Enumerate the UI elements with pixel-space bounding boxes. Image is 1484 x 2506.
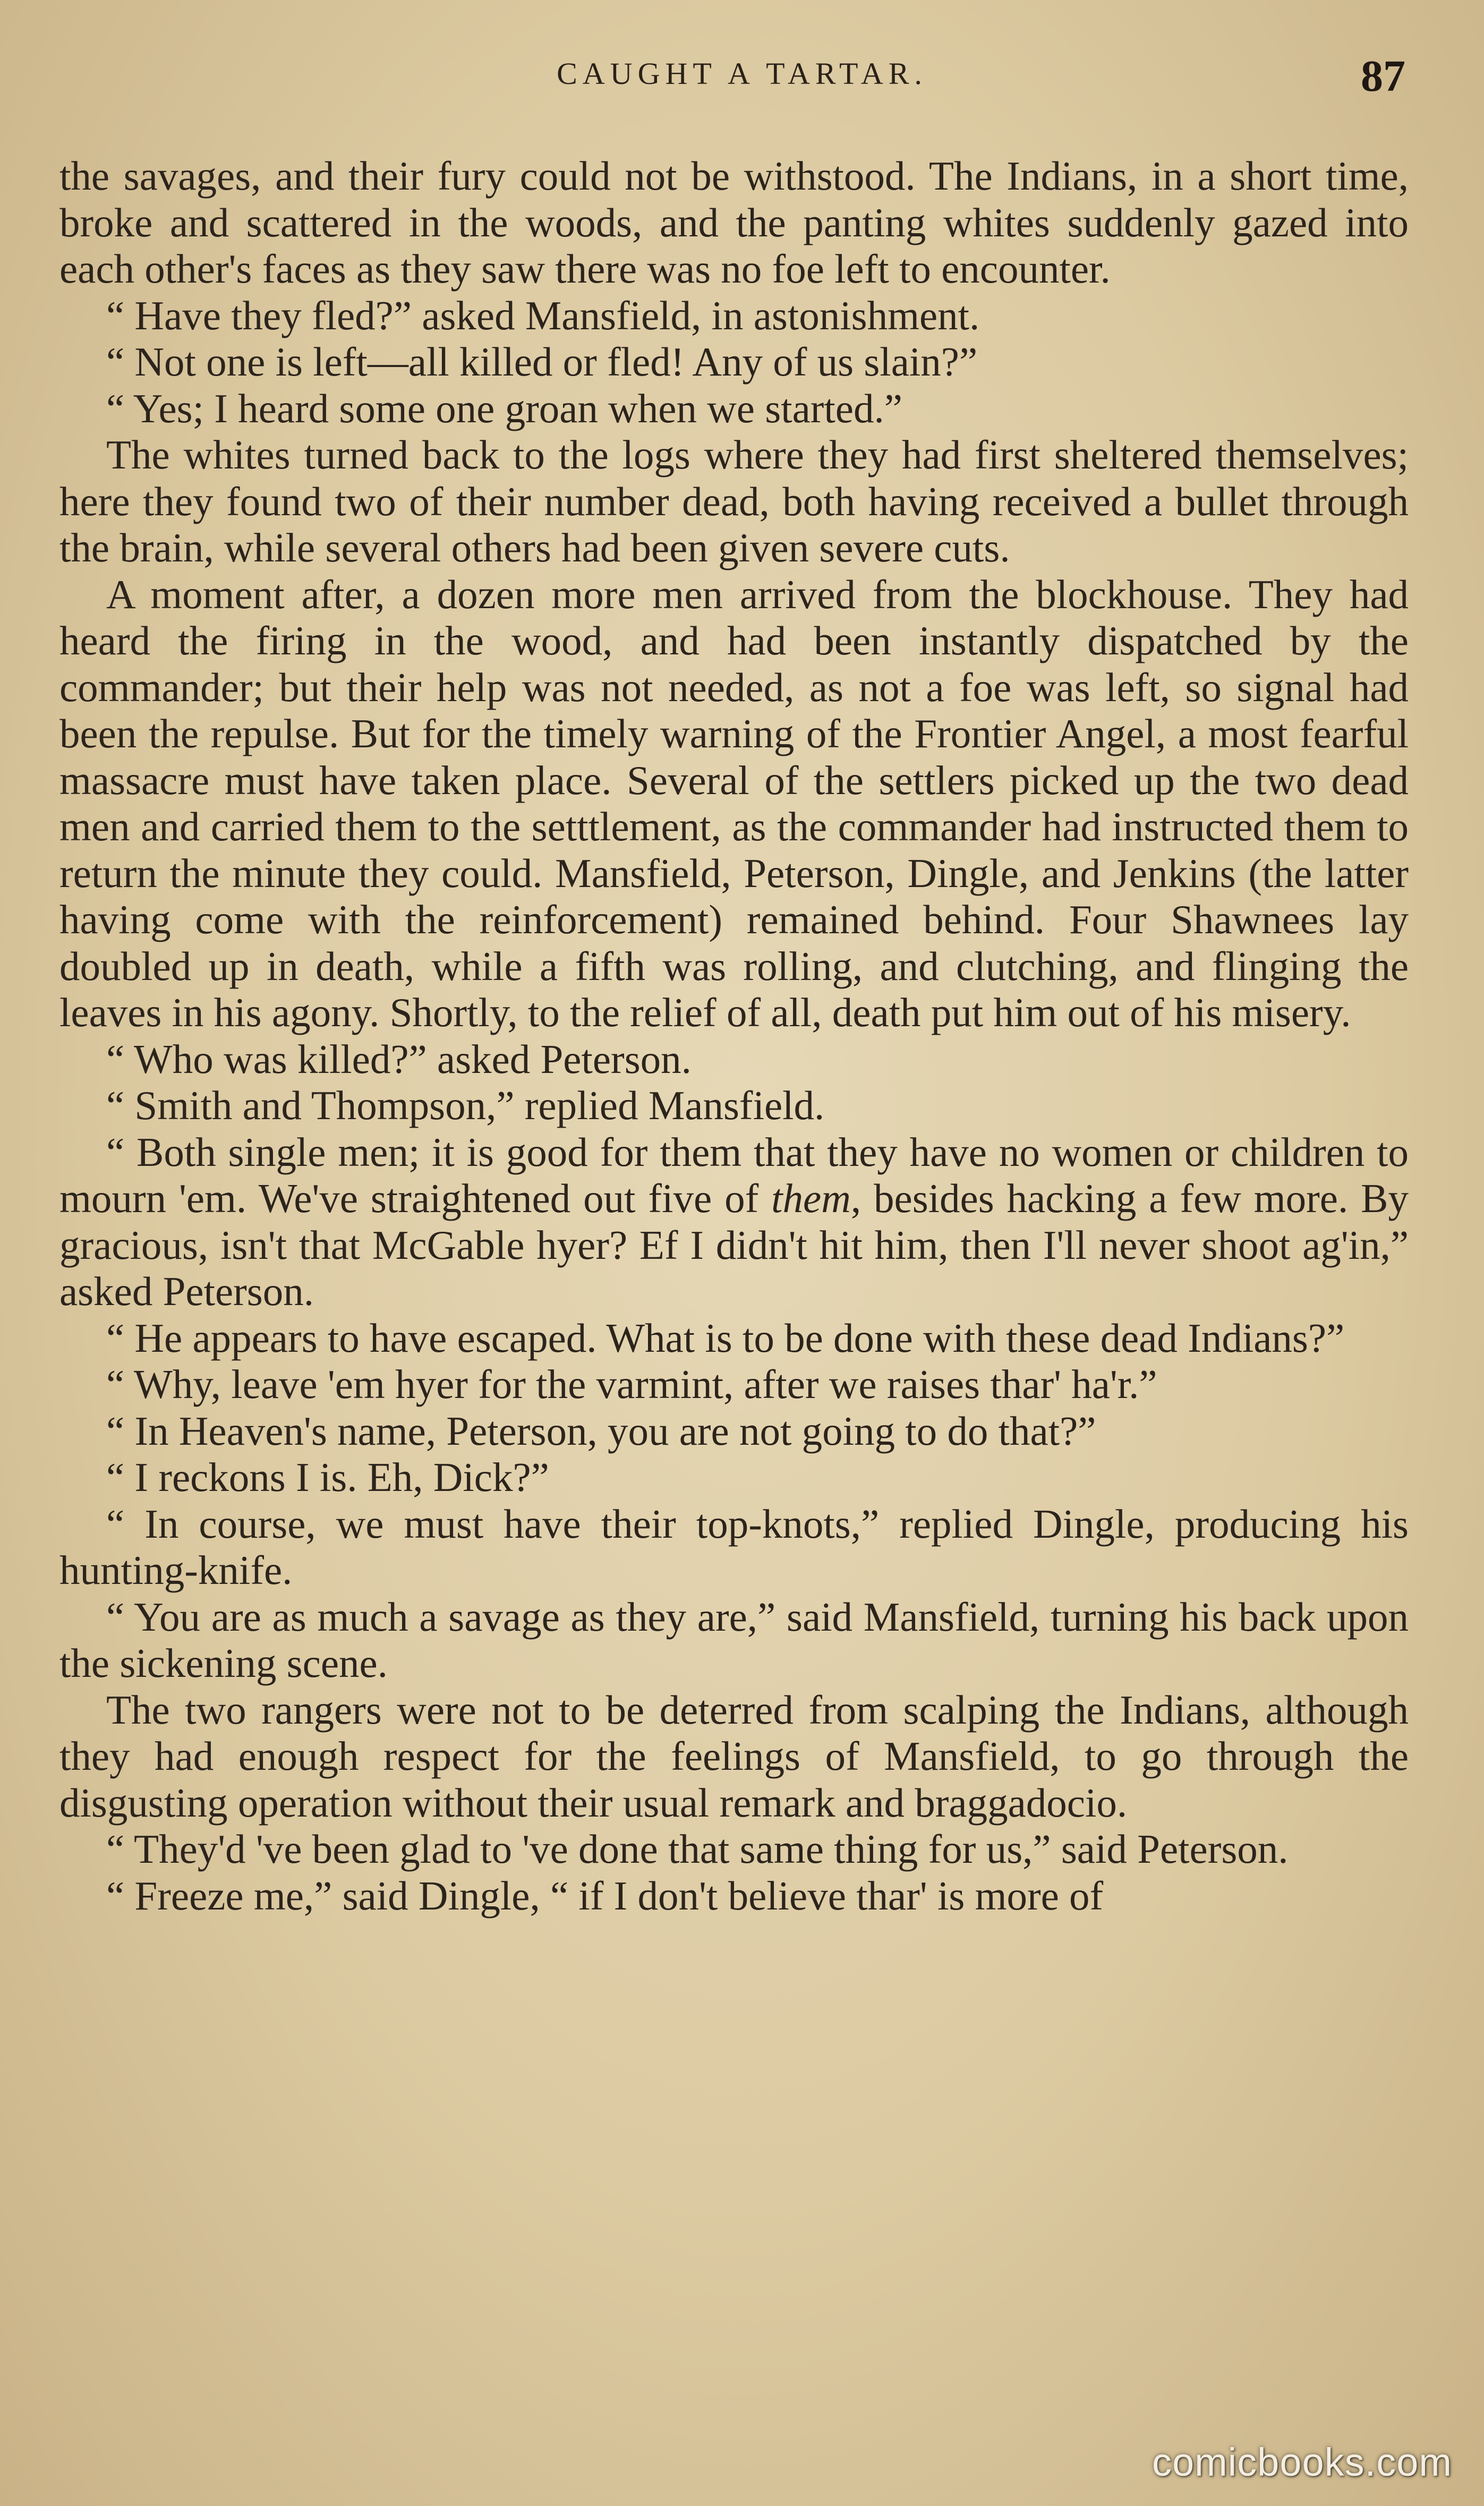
paragraph: “ Not one is left—all killed or fled! Any of us slain?”: [106, 339, 978, 385]
paragraph: “ Yes; I heard some one groan when we started.”: [106, 385, 902, 431]
paragraph: “ You are as much a savage as they are,” said Mansfield, turning his back upon the sickening scene.: [59, 1593, 1409, 1686]
paragraph-text: “ Both single men; it is good for them that they have no women or children to mourn 'em. We've straightened out five of: [59, 1129, 1409, 1221]
paragraph: “ They'd 've been glad to 've done that same thing for us,” said Peterson.: [106, 1826, 1289, 1872]
paragraph: “ Have they fled?” asked Mansfield, in astonishment.: [106, 292, 980, 338]
watermark: comicbooks.com: [1152, 2440, 1452, 2484]
paragraph: The two rangers were not to be deterred from scalping the Indians, although they had enough respect for the feelings of Mansfield, to go through the disgusting operation without their usual remark and braggadocio.: [59, 1686, 1409, 1826]
paragraph: “ Why, leave 'em hyer for the varmint, after we raises thar' ha'r.”: [106, 1361, 1157, 1407]
running-title: CAUGHT A TARTAR.: [557, 56, 927, 91]
italic-word: them: [771, 1175, 851, 1221]
paragraph: “ Freeze me,” said Dingle, “ if I don't believe thar' is more of: [106, 1872, 1104, 1919]
running-head: [0, 50, 1484, 109]
paragraph: “ I reckons I is. Eh, Dick?”: [106, 1454, 549, 1500]
paragraph: “ In Heaven's name, Peterson, you are not going to do that?”: [106, 1408, 1096, 1454]
paragraph: “ He appears to have escaped. What is to be done with these dead Indians?”: [106, 1315, 1345, 1361]
paragraph: [59, 1129, 1409, 1315]
body-text: [59, 153, 1409, 1919]
paragraph: “ In course, we must have their top-knots,” replied Dingle, producing his hunting-knife.: [59, 1501, 1409, 1593]
paragraph: the savages, and their fury could not be withstood. The Indians, in a short time, broke and scattered in the woods, and the panting whites suddenly gazed into each other's faces as they saw there was no foe left to encounter.: [59, 153, 1409, 292]
paragraph: The whites turned back to the logs where they had first sheltered themselves; here they found two of their number dead, both having received a bullet through the brain, while several others had been given severe cuts.: [59, 432, 1409, 570]
paragraph: “ Who was killed?” asked Peterson.: [106, 1036, 692, 1082]
paragraph-text: , besides hacking a few more. By gracious, isn't that McGable hyer? Ef I didn't hit him, then I'll never shoot ag'in,” asked Peterson.: [59, 1175, 1409, 1314]
paragraph: “ Smith and Thompson,” replied Mansfield.: [106, 1082, 825, 1128]
paragraph: A moment after, a dozen more men arrived from the blockhouse. They had heard the firing in the wood, and had been instantly dispatched by the commander; but their help was not needed, as not a foe was left, so signal had been the repulse. But for the timely warning of the Frontier Angel, a most fearful massacre must have taken place. Several of the settlers picked up the two dead men and carried them to the setttlement, as the commander had instructed them to return the minute they could. Mansfield, Peterson, Dingle, and Jenkins (the latter having come with the reinforcement) remained behind. Four Shawnees lay doubled up in death, while a fifth was rolling, and clutching, and flinging the leaves in his agony. Shortly, to the relief of all, death put him out of his misery.: [59, 571, 1409, 1035]
page-number: 87: [1361, 52, 1405, 101]
